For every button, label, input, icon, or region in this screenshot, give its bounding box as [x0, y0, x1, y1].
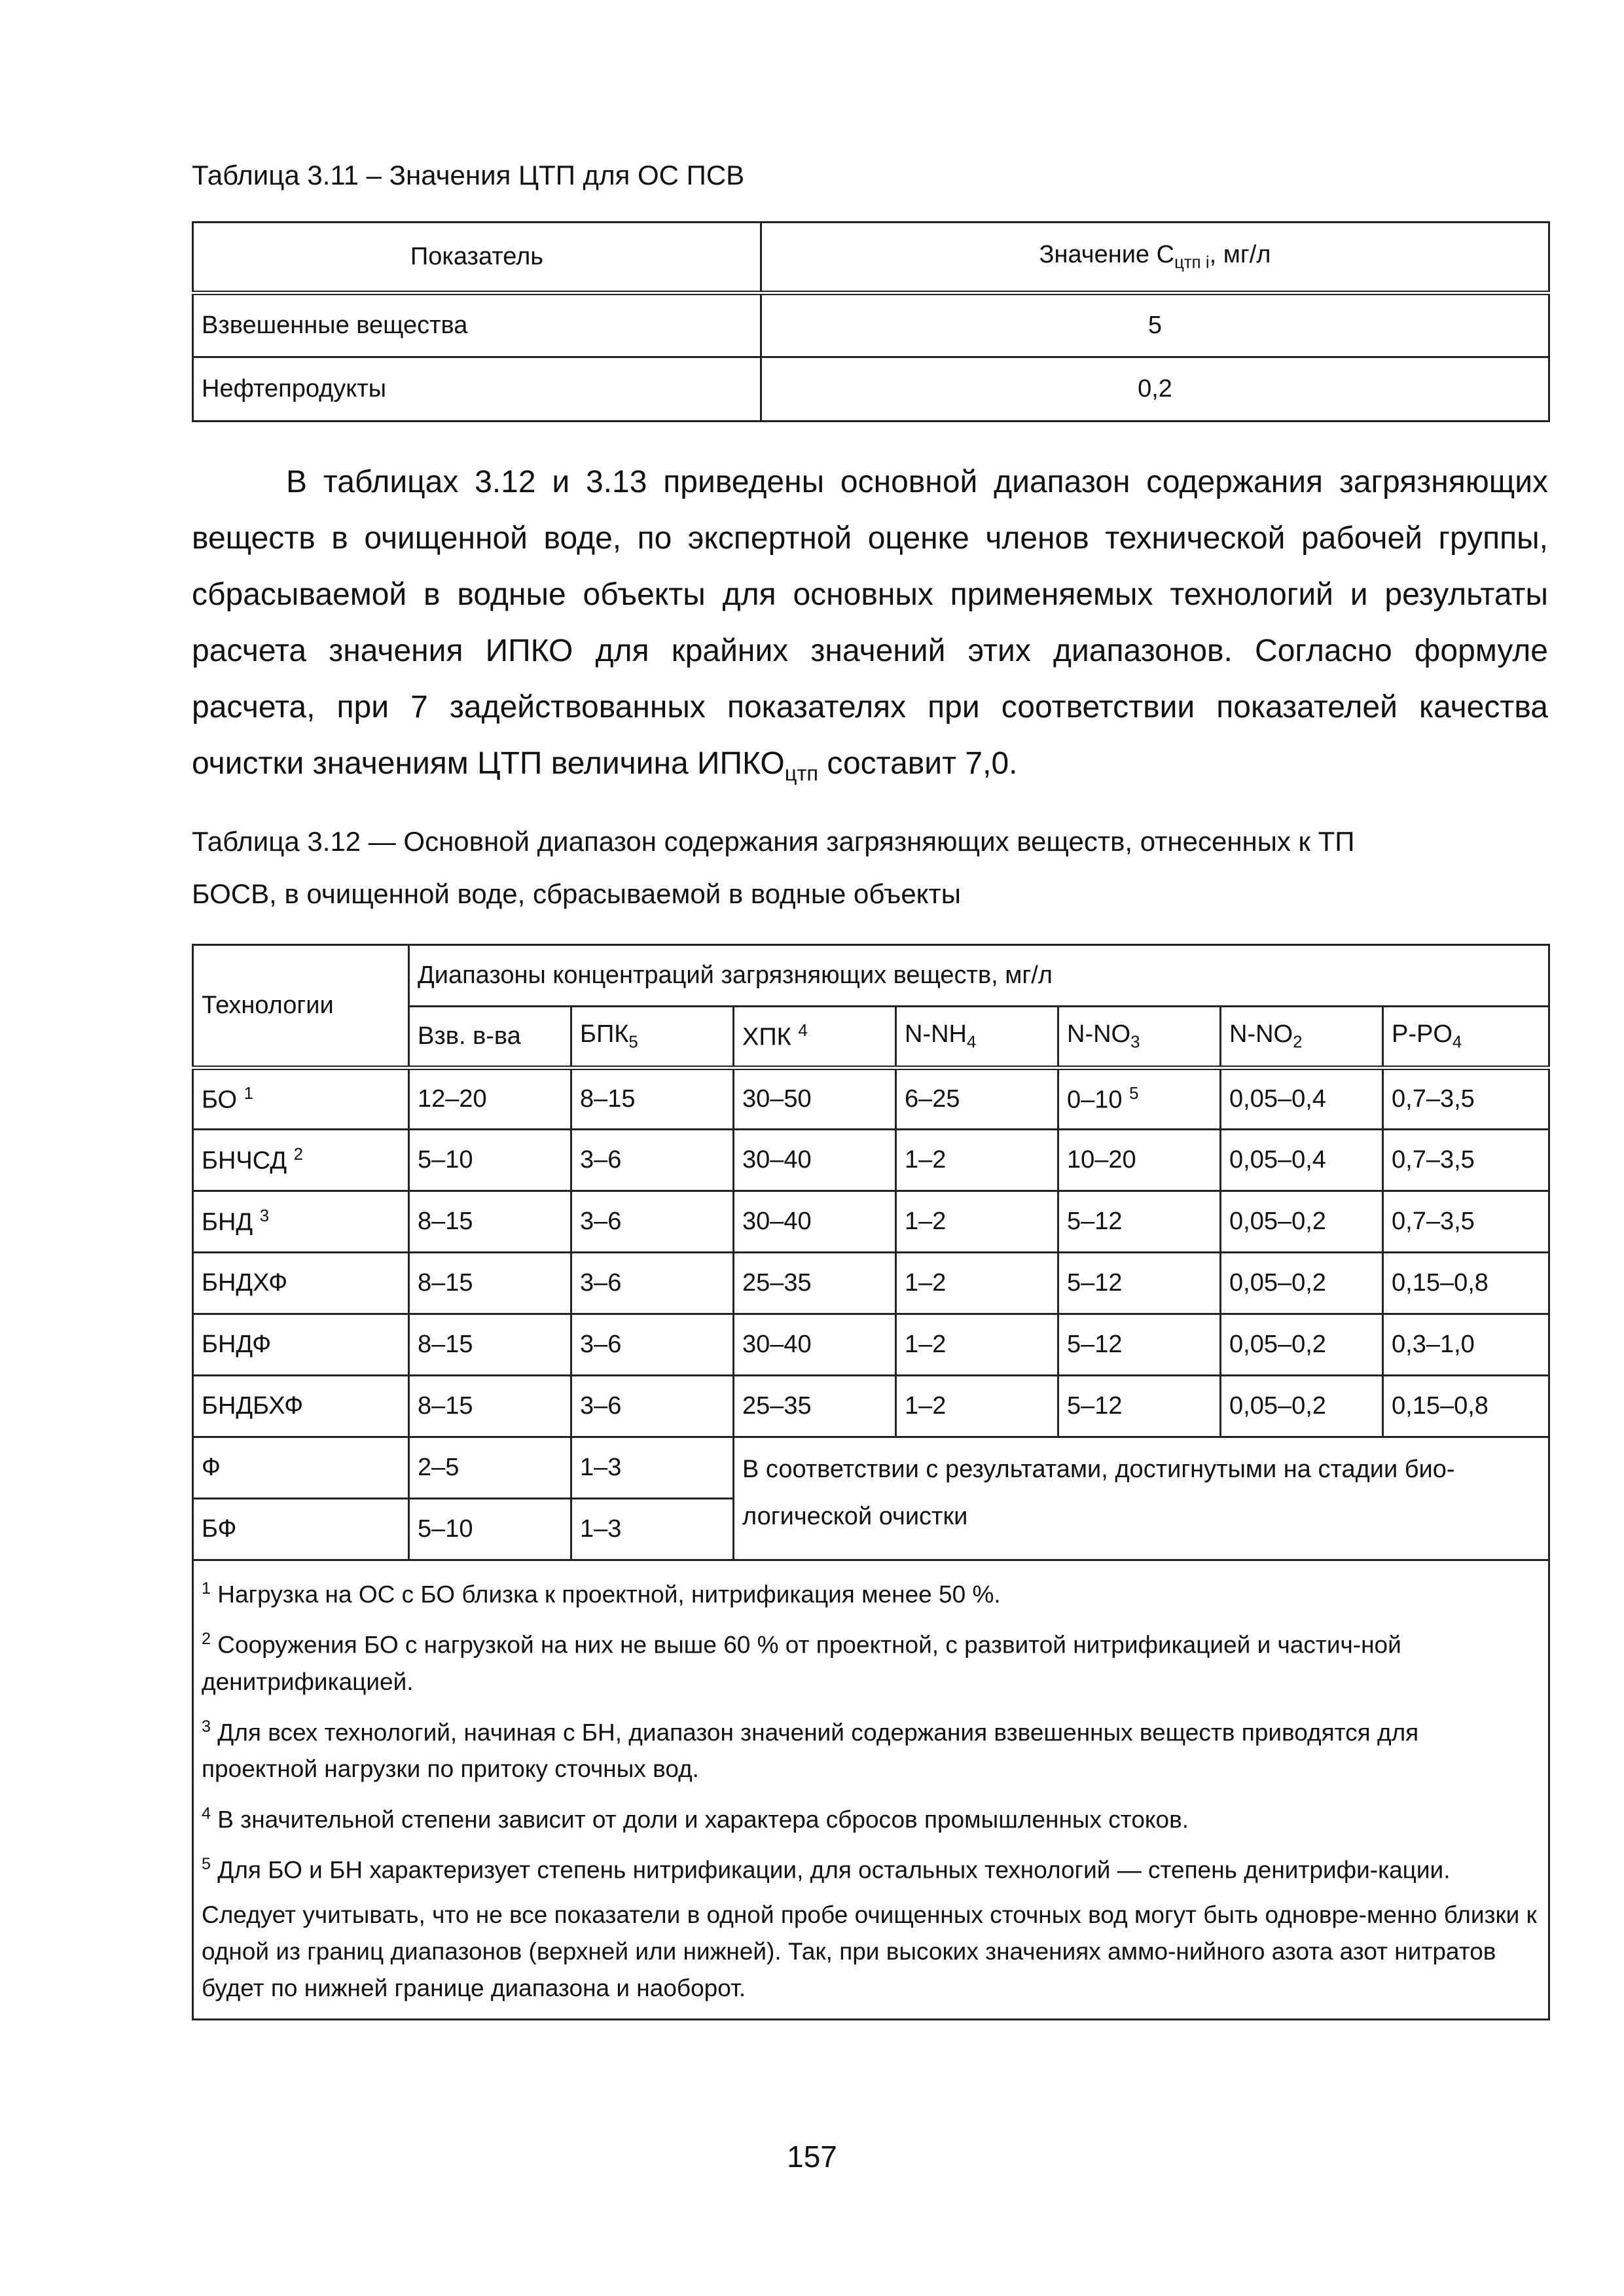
paragraph-subscript: цтп [784, 761, 819, 785]
value-cell: 0,05–0,2 [1221, 1253, 1383, 1314]
value-cell: 0,3–1,0 [1383, 1314, 1549, 1376]
value-cell: 5–10 [409, 1499, 571, 1560]
value-cell: 5–10 [409, 1130, 571, 1191]
table-3-12 [192, 944, 1550, 2020]
tech-cell: БНД $^3$ [193, 1191, 409, 1253]
value-cell: 30–40 [734, 1314, 896, 1376]
value-cell: 3–6 [571, 1253, 734, 1314]
value-cell: 0,05–0,2 [1221, 1191, 1383, 1253]
footnotes-cell [193, 1560, 1549, 2020]
header-n-nh4: $N-NH_4$ [896, 1007, 1058, 1068]
paragraph-text-end: составит 7,0. [818, 746, 1018, 781]
value-cell: 0,7–3,5 [1383, 1130, 1549, 1191]
indicator-value: 0,2 [761, 357, 1549, 422]
table-3-12-caption: Таблица 3.12 — Основной диапазон содержания загрязняющих веществ, отнесенных к ТП БОСВ, в очищенной воде, сбрасываемой в водные объекты [192, 826, 1355, 909]
value-cell: 3–6 [571, 1314, 734, 1376]
value-cell: 5–12 [1058, 1314, 1221, 1376]
table-row [193, 1068, 1549, 1130]
value-cell: 30–40 [734, 1191, 896, 1253]
paragraph-text: В таблицах 3.12 и 3.13 приведены основной диапазон содержания загрязняющих веществ в очищенной воде, по экспертной оценке членов технической рабочей группы, сбрасываемой в водные объекты для основных применяемых технологий и результаты расчета значения ИПКО для крайних значений этих диапазонов. Согласно формуле расчета, при 7 задействованных показателях при соответствии показателей качества очистки значениям ЦТП величина ИПКО [192, 465, 1548, 781]
tech-cell: БФ [193, 1499, 409, 1560]
value-cell: 10–20 [1058, 1130, 1221, 1191]
header-bod: $БПК_5$ [571, 1007, 734, 1068]
value-cell: 30–40 [734, 1130, 896, 1191]
table-row [193, 1314, 1549, 1376]
footnote: $^4$ В значительной степени зависит от доли и характера сбросов промышленных стоков. [202, 1804, 1189, 1833]
footnote: $^3$ Для всех технологий, начиная с БН, диапазон значений содержания взвешенных веществ приводятся для проектной нагрузки по притоку сточных вод. [202, 1717, 1419, 1782]
header-cod: ХПК $^4$ [734, 1007, 896, 1068]
header-technologies: Технологии [193, 945, 409, 1068]
header-suspended: Взв. в-ва [409, 1007, 571, 1068]
value-cell: 8–15 [409, 1376, 571, 1437]
value-cell: 8–15 [409, 1253, 571, 1314]
header-row-group [193, 945, 1549, 1007]
tech-cell: Ф [193, 1437, 409, 1499]
value-cell: 8–15 [571, 1068, 734, 1130]
value-cell: 1–3 [571, 1499, 734, 1560]
header-concentration-ranges: Диапазоны концентраций загрязняющих веществ, мг/л [409, 945, 1549, 1007]
value-cell: 30–50 [734, 1068, 896, 1130]
value-cell: 0,15–0,8 [1383, 1376, 1549, 1437]
value-cell: 1–2 [896, 1314, 1058, 1376]
table-3-11 [192, 221, 1550, 422]
value-cell: 0,05–0,2 [1221, 1376, 1383, 1437]
value-cell: 12–20 [409, 1068, 571, 1130]
footnote: $^1$ Нагрузка на ОС с БО близка к проектной, нитрификация менее 50 %. [202, 1579, 1001, 1608]
value-cell: 3–6 [571, 1130, 734, 1191]
tech-cell: БНДФ [193, 1314, 409, 1376]
tech-cell: БНДБХФ [193, 1376, 409, 1437]
table-row [193, 1376, 1549, 1437]
value-cell: 1–2 [896, 1191, 1058, 1253]
value-cell: 0,05–0,4 [1221, 1068, 1383, 1130]
page-number: 157 [787, 2140, 837, 2174]
header-n-no3: $N-NO_3$ [1058, 1007, 1221, 1068]
tech-cell: БНДХФ [193, 1253, 409, 1314]
value-cell: 25–35 [734, 1376, 896, 1437]
value-cell: 1–2 [896, 1130, 1058, 1191]
value-cell: 0,15–0,8 [1383, 1253, 1549, 1314]
tech-cell: БНЧСД $^2$ [193, 1130, 409, 1191]
table-row [193, 1130, 1549, 1191]
merged-note-cell: В соответствии с результатами, достигнутыми на стадии био-логической очистки [734, 1437, 1549, 1560]
value-cell: 25–35 [734, 1253, 896, 1314]
closing-note: Следует учитывать, что не все показатели в одной пробе очищенных сточных вод могут быть одновре-менно близки к одной из границ диапазонов (верхней или нижней). Так, при высоких значениях аммо-нийного азота азот нитратов будет по нижней границе диапазона и наоборот. [202, 1901, 1537, 2001]
table-3-11-header-row [193, 223, 1549, 293]
indicator-name: Нефтепродукты [193, 357, 761, 422]
body-paragraph [192, 454, 1548, 802]
value-cell: 1–3 [571, 1437, 734, 1499]
value-cell: 3–6 [571, 1376, 734, 1437]
value-cell: 5–12 [1058, 1191, 1221, 1253]
table-row [193, 1191, 1549, 1253]
header-indicator: Показатель [193, 223, 761, 293]
value-cell: 2–5 [409, 1437, 571, 1499]
footnote: $^2$ Сооружения БО с нагрузкой на них не выше 60 % от проектной, с развитой нитрификацией и частич-ной денитрификацией. [202, 1630, 1401, 1695]
table-row [193, 293, 1549, 357]
table-row [193, 1437, 1549, 1499]
value-cell: 8–15 [409, 1314, 571, 1376]
table-3-11-caption: Таблица 3.11 – Значения ЦТП для ОС ПСВ [192, 160, 745, 190]
footnotes-row [193, 1560, 1549, 2020]
table-row [193, 357, 1549, 422]
footnote: $^5$ Для БО и БН характеризует степень нитрификации, для остальных технологий — степень денитрифи-кации. [202, 1855, 1451, 1884]
value-cell: 8–15 [409, 1191, 571, 1253]
value-cell: 5–12 [1058, 1376, 1221, 1437]
value-cell: 6–25 [896, 1068, 1058, 1130]
header-value: Значение $С_{цтп i}$, мг/л [761, 223, 1549, 293]
header-p-po4: $P-PO_4$ [1383, 1007, 1549, 1068]
header-n-no2: $N-NO_2$ [1221, 1007, 1383, 1068]
indicator-value: 5 [761, 293, 1549, 357]
value-cell: 0–10 $^5$ [1058, 1068, 1221, 1130]
value-cell: 1–2 [896, 1376, 1058, 1437]
tech-cell: БО $^1$ [193, 1068, 409, 1130]
value-cell: 0,05–0,4 [1221, 1130, 1383, 1191]
table-row [193, 1253, 1549, 1314]
value-cell: 3–6 [571, 1191, 734, 1253]
value-cell: 0,7–3,5 [1383, 1068, 1549, 1130]
value-cell: 5–12 [1058, 1253, 1221, 1314]
value-cell: 0,7–3,5 [1383, 1191, 1549, 1253]
indicator-name: Взвешенные вещества [193, 293, 761, 357]
value-cell: 1–2 [896, 1253, 1058, 1314]
value-cell: 0,05–0,2 [1221, 1314, 1383, 1376]
